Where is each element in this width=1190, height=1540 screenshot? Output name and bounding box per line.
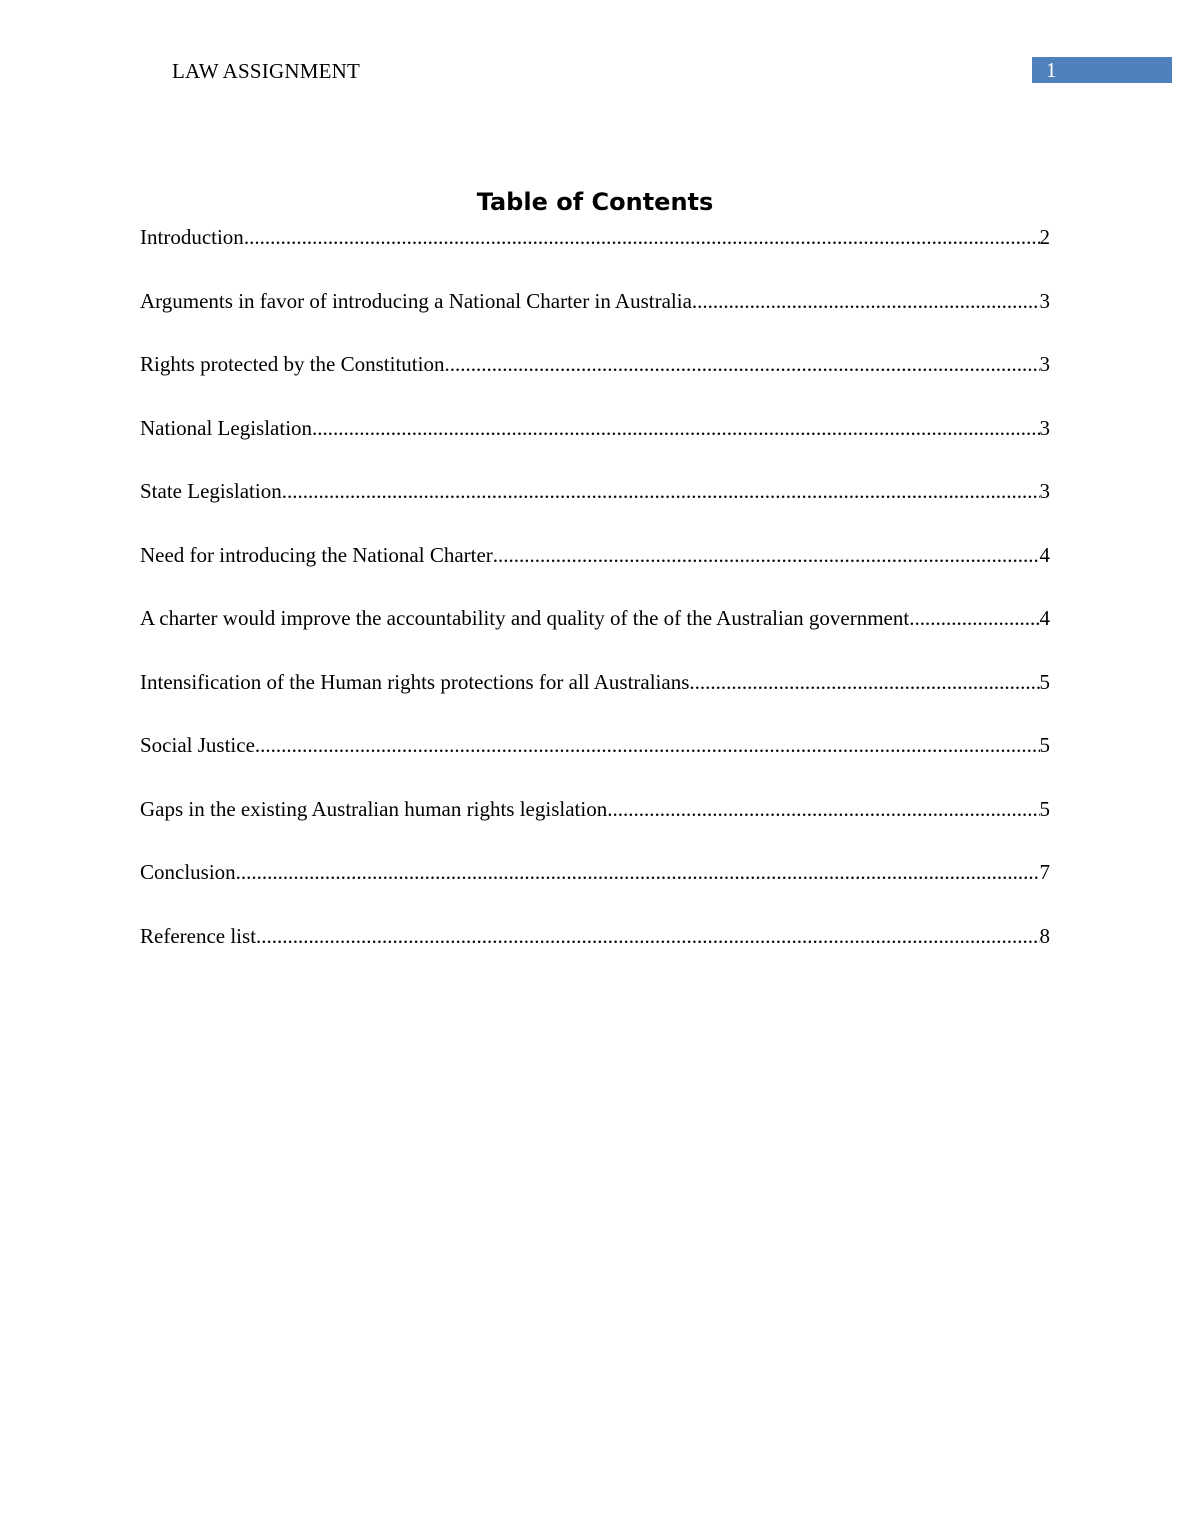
page-number-badge [1032, 57, 1172, 83]
toc-entry-page: 5 [1039, 796, 1050, 821]
toc-entry-page: 7 [1039, 860, 1050, 884]
toc-dot-leader [692, 286, 1040, 316]
toc-list [140, 222, 1050, 984]
toc-entry-label: Arguments in favor of introducing a National Charter in Australia [140, 288, 692, 313]
toc-entry-page: 3 [1039, 288, 1050, 313]
toc-heading: Table of Contents [476, 188, 714, 216]
toc-entry-page: 3 [1039, 479, 1050, 503]
toc-entry-page: 5 [1039, 669, 1050, 694]
toc-entry-social-justice[interactable] [140, 730, 1050, 794]
toc-dot-leader [256, 921, 1039, 951]
toc-entry-label: Social Justice [140, 733, 255, 757]
toc-entry-page: 8 [1039, 923, 1050, 948]
toc-entry-page: 4 [1039, 606, 1050, 630]
header-title: LAW ASSIGNMENT [172, 59, 360, 83]
toc-entry-label: A charter would improve the accountability and quality of the of the Australian government. [140, 606, 915, 630]
toc-dot-leader [255, 730, 1040, 760]
toc-entry-label: Rights protected by the Constitution [140, 352, 445, 376]
toc-entry-need-national-charter[interactable] [140, 540, 1050, 604]
toc-entry-page: 2 [1039, 225, 1050, 249]
toc-entry-label: Intensification of the Human rights protections for all Australians [140, 669, 690, 694]
toc-entry-state-legislation[interactable] [140, 476, 1050, 540]
toc-entry-page: 5 [1039, 733, 1050, 757]
toc-dot-leader [244, 222, 1040, 252]
toc-entry-label: State Legislation [140, 479, 282, 503]
toc-entry-gaps[interactable] [140, 794, 1050, 858]
toc-entry-label: Reference list [140, 923, 257, 948]
toc-entry-accountability[interactable] [140, 603, 1050, 667]
toc-entry-page: 3 [1039, 415, 1050, 440]
toc-entry-national-legislation[interactable] [140, 413, 1050, 477]
toc-entry-introduction[interactable] [140, 222, 1050, 286]
toc-entry-arguments[interactable] [140, 286, 1050, 350]
toc-entry-reference-list[interactable] [140, 921, 1050, 985]
toc-entry-intensification[interactable] [140, 667, 1050, 731]
toc-entry-label: Introduction [140, 225, 244, 249]
toc-dot-leader [689, 667, 1039, 697]
toc-entry-page: 4 [1039, 542, 1050, 567]
toc-entry-label: Need for introducing the National Charter [140, 542, 493, 567]
toc-dot-leader [444, 349, 1039, 379]
toc-dot-leader [914, 603, 1039, 633]
toc-entry-label: Conclusion [140, 860, 236, 884]
toc-dot-leader [493, 540, 1040, 570]
toc-entry-page: 3 [1039, 352, 1050, 376]
toc-dot-leader [282, 476, 1040, 506]
toc-dot-leader [312, 413, 1039, 443]
toc-entry-rights-constitution[interactable] [140, 349, 1050, 413]
toc-entry-label: Gaps in the existing Australian human rights legislation [140, 796, 608, 821]
toc-dot-leader [236, 857, 1040, 887]
toc-entry-label: National Legislation [140, 415, 313, 440]
toc-entry-conclusion[interactable] [140, 857, 1050, 921]
page-number: 1 [1046, 58, 1057, 82]
toc-dot-leader [607, 794, 1039, 824]
